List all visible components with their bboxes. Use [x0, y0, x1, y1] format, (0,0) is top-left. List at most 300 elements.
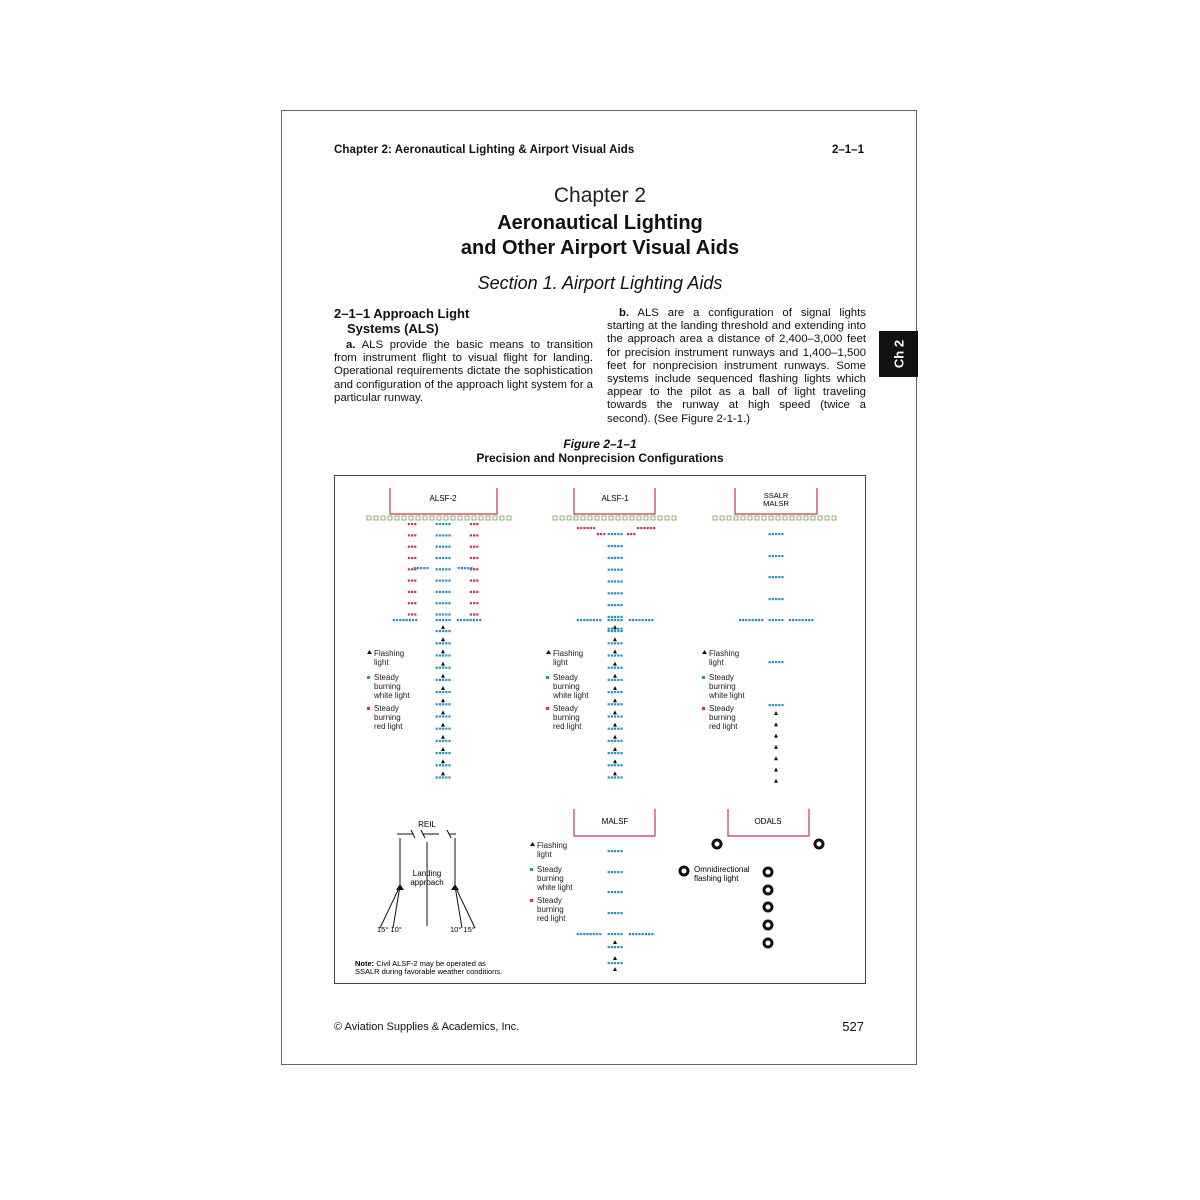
ssalr-threshold-light	[797, 516, 801, 520]
alsf1-red-light	[637, 527, 639, 529]
paragraph-a-text: ALS provide the basic means to transition from instrument flight to visual flight for landing. Operational requirements dictate the sophistication and configuration of the approach light system for a particular runway.	[334, 339, 593, 404]
flashing-light-icon	[546, 650, 551, 654]
chapter-thumb-tab	[879, 331, 918, 377]
legend-red-1: Steady	[537, 896, 562, 905]
alsf1-centerline-light	[614, 679, 616, 681]
alsf1-centerline-light	[617, 592, 619, 594]
legend-flashing-2: light	[553, 658, 568, 667]
malsf-centerline-light	[614, 946, 616, 948]
alsf2-centerline-light	[445, 703, 447, 705]
malsf-crossbar-light	[583, 933, 585, 935]
alsf1-centerline-light	[617, 630, 619, 632]
alsf2-centerline-light	[436, 715, 438, 717]
ssalr-crossbar-light	[805, 619, 807, 621]
section-title: Section 1. Airport Lighting Aids	[477, 273, 723, 293]
alsf1-threshold-light	[651, 516, 655, 520]
malsf-crossbar-light	[629, 933, 631, 935]
alsf1-crossbar-light	[651, 619, 653, 621]
alsf2-centerline-light	[442, 728, 444, 730]
alsf2-centerline-light	[445, 715, 447, 717]
ssalr-threshold-light	[741, 516, 745, 520]
alsf1-centerline-light	[611, 679, 613, 681]
ssalr-centerline-light	[772, 555, 774, 557]
legend-white-1: Steady	[709, 673, 734, 682]
alsf2-flash-light	[441, 735, 445, 739]
ssalr-centerline-light	[772, 619, 774, 621]
alsf2-centerline-light	[436, 740, 438, 742]
alsf2-crossbar-light	[414, 567, 416, 569]
alsf1-centerline-light	[611, 533, 613, 535]
alsf2-crossbar-light	[426, 567, 428, 569]
alsf1-threshold-light	[588, 516, 592, 520]
ssalr-crossbar-light	[789, 619, 791, 621]
alsf2-centerline-light	[448, 602, 450, 604]
alsf1-crossbar-light	[642, 619, 644, 621]
alsf1-centerline-light	[608, 642, 610, 644]
alsf1-red-light	[593, 527, 595, 529]
alsf1-flash-light	[613, 723, 617, 727]
ssalr-threshold-light	[769, 516, 773, 520]
flashing-light-icon	[530, 842, 535, 846]
legend-white-3: white light	[709, 691, 745, 700]
alsf1-centerline-light	[614, 616, 616, 618]
alsf2-flash-light	[441, 686, 445, 690]
alsf2-centerline-light	[448, 619, 450, 621]
alsf2-side-red-light	[476, 591, 478, 593]
alsf2-centerline-light	[439, 715, 441, 717]
alsf1-centerline-light	[611, 752, 613, 754]
alsf2-centerline-light	[445, 654, 447, 656]
alsf1-crossbar-light	[648, 619, 650, 621]
alsf1-centerline-light	[611, 619, 613, 621]
alsf2-centerline-light	[448, 613, 450, 615]
alsf2-centerline-light	[448, 591, 450, 593]
alsf1-centerline-light	[614, 580, 616, 582]
alsf1-centerline-light	[617, 616, 619, 618]
alsf1-centerline-light	[611, 728, 613, 730]
alsf1-centerline-light	[620, 691, 622, 693]
figure-number: Figure 2–1–1	[563, 437, 637, 451]
alsf2-threshold-light	[500, 516, 504, 520]
malsf-centerline-light	[620, 871, 622, 873]
alsf1-flash-light	[613, 637, 617, 641]
alsf1-centerline-light	[608, 580, 610, 582]
alsf1-crossbar-light	[632, 619, 634, 621]
alsf2-centerline-light	[445, 557, 447, 559]
alsf2-threshold-light	[367, 516, 371, 520]
ssalr-crossbar-light	[742, 619, 744, 621]
alsf2-centerline-light	[442, 591, 444, 593]
alsf1-centerline-light	[608, 679, 610, 681]
alsf2-centerline-light	[439, 752, 441, 754]
alsf1-centerline-light	[620, 715, 622, 717]
alsf1-centerline-light	[617, 667, 619, 669]
alsf1-red-light	[603, 533, 605, 535]
alsf1-centerline-light	[608, 691, 610, 693]
alsf2-flash-light	[441, 625, 445, 629]
malsf-centerline-light	[617, 946, 619, 948]
alsf1-centerline-light	[620, 557, 622, 559]
alsf1-centerline-light	[617, 715, 619, 717]
alsf2-centerline-light	[436, 728, 438, 730]
malsf-label: MALSF	[601, 817, 629, 826]
alsf1-red-light	[600, 533, 602, 535]
chapter-tab-label: Ch 2	[891, 339, 906, 369]
alsf2-crossbar-light	[402, 619, 404, 621]
alsf2-crossbar-light	[396, 619, 398, 621]
legend-white-2: burning	[553, 682, 580, 691]
alsf1-centerline-light	[614, 533, 616, 535]
alsf1-centerline-light	[617, 604, 619, 606]
figure-box	[334, 475, 866, 984]
odals-runway-end-light	[713, 840, 721, 848]
malsf-crossbar-light	[638, 933, 640, 935]
ssalr-threshold-light	[762, 516, 766, 520]
malsf-centerline-light	[608, 871, 610, 873]
alsf2-centerline-light	[439, 776, 441, 778]
alsf2-side-red-light	[476, 557, 478, 559]
alsf1-threshold-light	[665, 516, 669, 520]
alsf1-centerline-light	[608, 715, 610, 717]
alsf1-centerline-light	[608, 533, 610, 535]
legend-flashing-1: Flashing	[553, 649, 584, 658]
alsf2-side-red-light	[408, 602, 410, 604]
malsf-centerline-light	[614, 962, 616, 964]
odals-approach-light	[764, 903, 772, 911]
figure-caption-text: Precision and Nonprecision Configurations	[476, 451, 724, 465]
alsf2-centerline-light	[448, 557, 450, 559]
alsf1-crossbar-light	[645, 619, 647, 621]
alsf2-flash-light	[441, 723, 445, 727]
alsf2-centerline-light	[445, 667, 447, 669]
footer-page-number: 527	[842, 1019, 864, 1034]
alsf1-centerline-light	[614, 764, 616, 766]
alsf2-threshold-light	[423, 516, 427, 520]
alsf1-centerline-light	[614, 630, 616, 632]
malsf-centerline-light	[611, 946, 613, 948]
alsf1-threshold-light	[616, 516, 620, 520]
malsf-centerline-light	[611, 962, 613, 964]
white-light-icon	[367, 676, 370, 679]
alsf2-centerline-light	[439, 679, 441, 681]
ssalr-centerline-light	[775, 661, 777, 663]
alsf2-crossbar-light	[479, 619, 481, 621]
alsf1-red-light	[583, 527, 585, 529]
ssalr-centerline-light	[772, 576, 774, 578]
malsf-centerline-light	[614, 871, 616, 873]
alsf1-centerline-light	[620, 667, 622, 669]
malsf-centerline-light	[620, 891, 622, 893]
reil-label: REIL	[418, 820, 436, 829]
malsf-centerline-light	[614, 850, 616, 852]
alsf2-centerline-light	[439, 523, 441, 525]
alsf2-side-red-light	[408, 580, 410, 582]
malsf-flash-light	[613, 967, 617, 971]
alsf2-centerline-light	[436, 667, 438, 669]
ssalr-threshold-light	[818, 516, 822, 520]
alsf2-centerline-light	[436, 568, 438, 570]
ssalr-threshold-light	[776, 516, 780, 520]
alsf2-side-red-light	[408, 591, 410, 593]
alsf2-centerline-light	[442, 557, 444, 559]
malsf-crossbar-light	[580, 933, 582, 935]
alsf2-centerline-light	[445, 580, 447, 582]
alsf2-centerline-light	[445, 568, 447, 570]
alsf2-centerline-light	[439, 728, 441, 730]
alsf1-red-light	[580, 527, 582, 529]
alsf2-flash-light	[441, 662, 445, 666]
alsf1-red-light	[597, 533, 599, 535]
alsf2-threshold-light	[507, 516, 511, 520]
ssalr-threshold-light	[804, 516, 808, 520]
alsf2-centerline-light	[442, 568, 444, 570]
alsf2-side-red-light	[470, 602, 472, 604]
alsf2-centerline-light	[436, 602, 438, 604]
alsf2-centerline-light	[445, 776, 447, 778]
chapter-label: Chapter 2	[553, 184, 647, 207]
subsection-heading-line1: 2–1–1 Approach Light	[334, 306, 470, 321]
alsf2-flash-light	[441, 698, 445, 702]
alsf1-centerline-light	[614, 545, 616, 547]
alsf2-centerline-light	[439, 602, 441, 604]
ssalr-centerline-light	[781, 598, 783, 600]
alsf2-side-red-light	[408, 557, 410, 559]
legend-white-3: white light	[374, 691, 410, 700]
alsf2-centerline-light	[445, 630, 447, 632]
alsf1-centerline-light	[617, 545, 619, 547]
malsf-centerline-light	[617, 850, 619, 852]
alsf1-centerline-light	[614, 569, 616, 571]
alsf1-centerline-light	[614, 776, 616, 778]
alsf2-side-red-light	[408, 613, 410, 615]
alsf1-red-light	[633, 533, 635, 535]
chapter-title	[282, 211, 918, 261]
alsf1-centerline-light	[611, 642, 613, 644]
alsf1-centerline-light	[614, 752, 616, 754]
ssalr-flash-light	[774, 779, 778, 783]
alsf2-crossbar-light	[463, 619, 465, 621]
alsf2-threshold-light	[395, 516, 399, 520]
alsf1-centerline-light	[614, 691, 616, 693]
white-light-icon	[530, 868, 533, 871]
alsf2-threshold-light	[402, 516, 406, 520]
alsf1-centerline-light	[611, 616, 613, 618]
alsf2-centerline-light	[439, 667, 441, 669]
alsf2-centerline-light	[448, 580, 450, 582]
alsf2-side-red-light	[414, 534, 416, 536]
legend-flashing-2: light	[709, 658, 724, 667]
alsf2-crossbar-light	[409, 619, 411, 621]
alsf2-centerline-light	[445, 691, 447, 693]
alsf2-centerline-light	[436, 679, 438, 681]
legend-red-2: burning	[709, 713, 736, 722]
ssalr-centerline-light	[772, 598, 774, 600]
alsf2-crossbar-light	[393, 619, 395, 621]
alsf2-side-red-light	[408, 546, 410, 548]
alsf2-side-red-light	[411, 523, 413, 525]
ssalr-centerline-light	[769, 598, 771, 600]
alsf1-threshold-light	[567, 516, 571, 520]
alsf1-red-light	[643, 527, 645, 529]
alsf1-centerline-light	[608, 703, 610, 705]
alsf2-side-red-light	[476, 568, 478, 570]
alsf1-threshold-light	[637, 516, 641, 520]
reil-angle-right: 10° 15°	[450, 925, 475, 934]
alsf1-threshold-light	[602, 516, 606, 520]
alsf1-centerline-light	[608, 569, 610, 571]
red-light-icon	[530, 899, 533, 902]
ssalr-centerline-light	[778, 576, 780, 578]
alsf2-centerline-light	[442, 523, 444, 525]
alsf2-threshold-light	[444, 516, 448, 520]
alsf2-centerline-light	[436, 654, 438, 656]
alsf2-crossbar-light	[423, 567, 425, 569]
alsf1-centerline-light	[617, 728, 619, 730]
red-light-icon	[702, 707, 705, 710]
alsf1-centerline-light	[608, 764, 610, 766]
legend-white-3: white light	[553, 691, 589, 700]
ssalr-centerline-light	[769, 704, 771, 706]
alsf2-crossbar-light	[458, 567, 460, 569]
alsf2-flash-light	[441, 674, 445, 678]
alsf1-threshold-light	[630, 516, 634, 520]
odals-legend-1: Omnidirectional	[694, 865, 750, 874]
alsf2-centerline-light	[439, 580, 441, 582]
legend-red-1: Steady	[709, 704, 734, 713]
ssalr-crossbar-light	[811, 619, 813, 621]
alsf2-centerline-light	[445, 619, 447, 621]
alsf1-centerline-light	[611, 764, 613, 766]
reil-landing-2: approach	[410, 878, 444, 887]
alsf2-centerline-light	[445, 523, 447, 525]
alsf1-crossbar-light	[590, 619, 592, 621]
alsf2-flash-light	[441, 747, 445, 751]
red-light-icon	[546, 707, 549, 710]
alsf2-centerline-light	[439, 557, 441, 559]
reil-left-angle	[380, 886, 400, 928]
alsf2-centerline-light	[445, 642, 447, 644]
alsf1-centerline-light	[617, 642, 619, 644]
ssalr-threshold-light	[811, 516, 815, 520]
legend-flashing-1: Flashing	[374, 649, 405, 658]
alsf2-centerline-light	[436, 619, 438, 621]
alsf2-centerline-light	[442, 654, 444, 656]
alsf1-centerline-light	[614, 642, 616, 644]
malsf-crossbar-light	[590, 933, 592, 935]
ssalr-threshold-light	[720, 516, 724, 520]
ssalr-threshold-light	[783, 516, 787, 520]
alsf1-flash-light	[613, 662, 617, 666]
alsf2-flash-light	[441, 759, 445, 763]
alsf2-centerline-light	[445, 764, 447, 766]
approach-lighting-diagram	[335, 476, 865, 983]
alsf2-side-red-light	[473, 534, 475, 536]
document-page	[281, 110, 917, 1065]
legend-flashing-1: Flashing	[709, 649, 740, 658]
alsf2-threshold-light	[437, 516, 441, 520]
alsf1-centerline-light	[611, 776, 613, 778]
alsf2-crossbar-light	[470, 567, 472, 569]
alsf2-centerline-light	[436, 580, 438, 582]
alsf1-centerline-light	[614, 703, 616, 705]
alsf2-centerline-light	[436, 703, 438, 705]
alsf2-centerline-light	[439, 630, 441, 632]
alsf2-centerline-light	[442, 580, 444, 582]
ssalr-centerline-light	[781, 661, 783, 663]
alsf2-threshold-light	[479, 516, 483, 520]
ssalr-centerline-light	[775, 619, 777, 621]
ssalr-centerline-light	[778, 555, 780, 557]
ssalr-flash-light	[774, 734, 778, 738]
red-light-icon	[367, 707, 370, 710]
malsf-crossbar-light	[645, 933, 647, 935]
chapter-title-line2: and Other Airport Visual Aids	[460, 237, 740, 259]
ssalr-centerline-light	[775, 704, 777, 706]
alsf1-crossbar-light	[638, 619, 640, 621]
alsf1-centerline-light	[620, 619, 622, 621]
alsf2-flash-light	[441, 637, 445, 641]
alsf1-centerline-light	[614, 715, 616, 717]
alsf1-centerline-light	[620, 545, 622, 547]
alsf2-centerline-light	[436, 691, 438, 693]
ssalr-threshold-light	[790, 516, 794, 520]
ssalr-crossbar-light	[795, 619, 797, 621]
alsf2-crossbar-light	[476, 619, 478, 621]
flashing-light-icon	[702, 650, 707, 654]
alsf2-centerline-light	[442, 602, 444, 604]
ssalr-centerline-light	[769, 576, 771, 578]
alsf2-centerline-light	[442, 534, 444, 536]
legend-ssalr	[702, 649, 745, 731]
odals-approach-light	[764, 939, 772, 947]
legend-red-3: red light	[374, 722, 403, 731]
malsf-crossbar-light	[586, 933, 588, 935]
alsf1-flash-light	[613, 771, 617, 775]
alsf2-centerline-light	[436, 642, 438, 644]
alsf2-centerline-light	[436, 776, 438, 778]
alsf1-centerline-light	[620, 569, 622, 571]
alsf1-centerline-light	[608, 616, 610, 618]
alsf1-red-light	[650, 527, 652, 529]
ssalr-centerline-light	[781, 555, 783, 557]
alsf2-side-red-light	[476, 534, 478, 536]
alsf1-centerline-light	[617, 557, 619, 559]
alsf2-flash-light	[441, 710, 445, 714]
ssalr-flash-light	[774, 711, 778, 715]
subsection-heading	[334, 306, 584, 336]
alsf2-centerline-light	[439, 740, 441, 742]
alsf2-centerline-light	[448, 654, 450, 656]
legend-red-3: red light	[709, 722, 738, 731]
ssalr-crossbar-light	[798, 619, 800, 621]
alsf2-side-red-light	[476, 546, 478, 548]
alsf2-flash-light	[441, 771, 445, 775]
alsf2-side-red-light	[411, 580, 413, 582]
paragraph-b-text: ALS are a configuration of signal lights starting at the landing threshold and extending into the approach area a distance of 2,400–3,000 feet for precision instrument runways and 1,400–1,500 feet for nonprecision instrument runways. Some systems include sequenced flashing lights which appear to the pilot as a ball of light traveling towards the runway at high speed (twice a second). (See Figure 2-1-1.)	[607, 307, 866, 425]
figure-note-line2: SSALR during favorable weather conditions.	[355, 967, 503, 976]
alsf1-centerline-light	[620, 642, 622, 644]
alsf2-centerline-light	[448, 703, 450, 705]
malsf-centerline-light	[617, 912, 619, 914]
alsf2-threshold-light	[465, 516, 469, 520]
alsf2-crossbar-light	[460, 619, 462, 621]
alsf1-crossbar-light	[596, 619, 598, 621]
alsf2-side-red-light	[414, 557, 416, 559]
figure-caption	[282, 437, 918, 465]
ssalr-threshold-light	[748, 516, 752, 520]
alsf1-centerline-light	[614, 740, 616, 742]
alsf1-threshold-light	[581, 516, 585, 520]
